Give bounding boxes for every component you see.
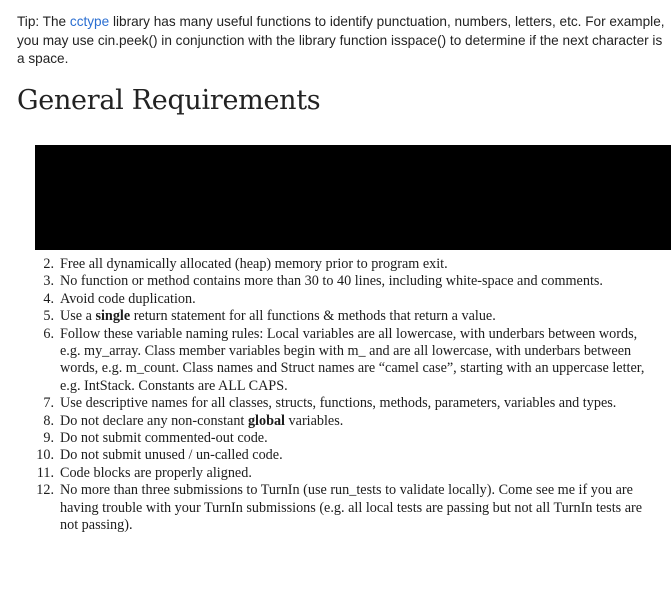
list-item bbox=[20, 326, 660, 396]
list-item bbox=[20, 447, 660, 464]
item-text-post: variables. bbox=[285, 412, 344, 429]
item-number: 2. bbox=[43, 256, 54, 272]
redacted-block bbox=[35, 145, 671, 250]
list-item bbox=[20, 430, 660, 447]
requirements-list bbox=[20, 256, 660, 535]
tip-prefix: Tip: The bbox=[17, 14, 70, 29]
item-text: Follow these variable naming rules: Local variables are all lowercase, with underbars between words, e.g. my_array. Class member variables begin with m_ and are all lowercase, with underbars between words, e.g. m_count. Class names and Struct names are “camel case”, starting with an uppercase letter, e.g. IntStack. Constants are ALL CAPS. bbox=[60, 325, 645, 394]
item-text-pre: Do not declare any non-constant bbox=[60, 412, 248, 429]
list-item bbox=[20, 291, 660, 308]
item-number: 9. bbox=[43, 430, 54, 447]
item-number: 3. bbox=[43, 273, 54, 290]
item-text-post: return statement for all functions & methods that return a value. bbox=[130, 308, 496, 325]
item-number: 6. bbox=[43, 325, 54, 342]
item-text: No more than three submissions to TurnIn (use run_tests to validate locally). Come see me if you are having trouble with your TurnIn submissions (e.g. all local tests are passing but not all TurnIn tests are not passing). bbox=[60, 482, 643, 534]
item-number: 8. bbox=[43, 412, 54, 429]
item-number: 12. bbox=[36, 482, 54, 499]
item-number: 5. bbox=[43, 308, 54, 325]
item-text: Code blocks are properly aligned. bbox=[60, 464, 252, 481]
tip-suffix: library has many useful functions to identify punctuation, numbers, letters, etc. For example, you may use cin.peek() in conjunction with the library function isspace() to determine if the next character is a space. bbox=[17, 14, 665, 66]
item-text: No function or method contains more than 30 to 40 lines, including white-space and comments. bbox=[60, 273, 603, 290]
tip-paragraph bbox=[17, 13, 667, 69]
item-text: Avoid code duplication. bbox=[60, 290, 196, 307]
list-item bbox=[20, 482, 660, 534]
list-item bbox=[20, 308, 660, 325]
item-number: 10. bbox=[36, 447, 54, 464]
list-item bbox=[20, 465, 660, 482]
item-text: Use descriptive names for all classes, structs, functions, methods, parameters, variables and types. bbox=[60, 395, 617, 412]
item-text: Free all dynamically allocated (heap) memory prior to program exit. bbox=[60, 256, 448, 272]
list-item bbox=[20, 273, 660, 290]
page-title: General Requirements bbox=[17, 85, 321, 116]
list-item bbox=[20, 413, 660, 430]
list-item bbox=[20, 395, 660, 412]
item-text: Do not submit commented-out code. bbox=[60, 430, 268, 447]
cctype-link[interactable]: cctype bbox=[69, 14, 110, 29]
item-number: 11. bbox=[36, 464, 54, 481]
list-item bbox=[20, 256, 660, 273]
item-text-pre: Use a bbox=[60, 308, 96, 325]
item-number: 7. bbox=[43, 395, 54, 412]
item-text-bold: global bbox=[247, 412, 285, 429]
item-number: 4. bbox=[43, 290, 54, 307]
item-text: Do not submit unused / un-called code. bbox=[60, 447, 283, 464]
item-text-bold: single bbox=[95, 308, 131, 325]
